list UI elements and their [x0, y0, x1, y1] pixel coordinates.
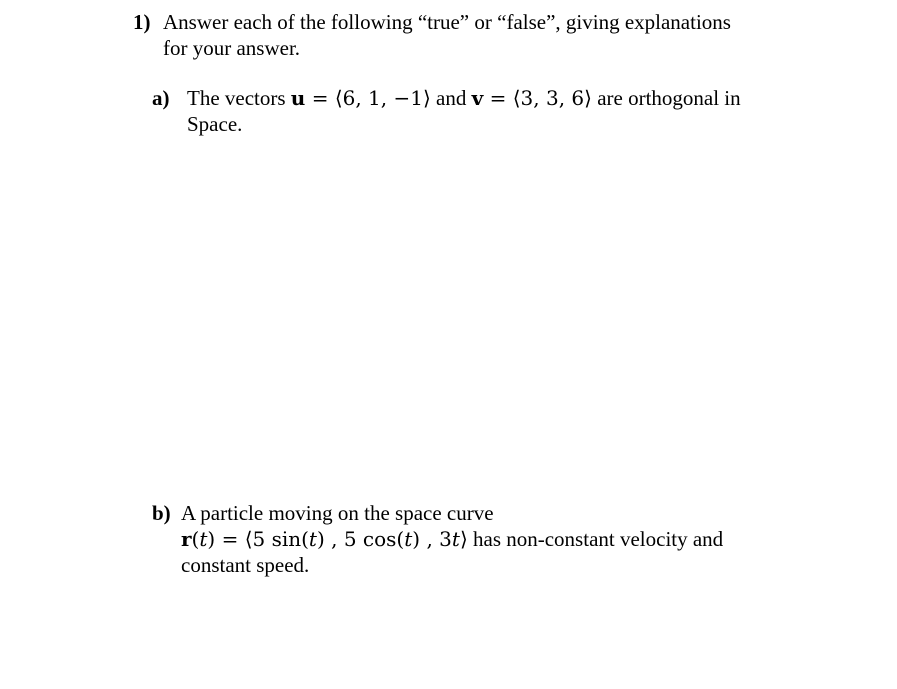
curve-r-open: ( — [191, 527, 200, 551]
curve-close: ⟩ — [459, 527, 468, 551]
part-b-label: b) — [152, 501, 171, 525]
question-number: 1) — [133, 10, 151, 34]
part-a-label: a) — [152, 86, 170, 110]
curve-t-2: t — [404, 527, 413, 551]
question-text-line-2: for your answer. — [163, 36, 301, 60]
curve-t-1: t — [308, 527, 317, 551]
vector-v: v — [471, 86, 484, 110]
part-b-claim: has non-constant velocity and — [467, 527, 724, 551]
curve-eq-start: = ⟨5 sin( — [215, 527, 309, 551]
vector-u: u — [290, 86, 306, 110]
curve-r: r — [181, 527, 192, 551]
part-a-line-1 — [187, 85, 741, 111]
part-a-line-2: Space. — [187, 112, 243, 136]
curve-sep-1: ) , 5 cos( — [316, 527, 405, 551]
part-a-and: and — [430, 86, 472, 110]
vector-v-value: = ⟨3, 3, 6⟩ — [483, 86, 592, 110]
part-b-line-2 — [181, 526, 723, 552]
vector-u-value: = ⟨6, 1, −1⟩ — [305, 86, 431, 110]
question-text-line-1: Answer each of the following “true” or “false”, giving explanations — [163, 10, 731, 34]
part-b-line-3: constant speed. — [181, 553, 310, 577]
part-b-line-1: A particle moving on the space curve — [181, 501, 494, 525]
curve-sep-2: ) , 3 — [412, 527, 452, 551]
curve-r-param: t — [199, 527, 208, 551]
part-a-claim: are orthogonal in — [591, 86, 741, 110]
curve-t-3: t — [451, 527, 460, 551]
part-a-intro: The vectors — [187, 86, 291, 110]
curve-r-close: ) — [207, 527, 216, 551]
